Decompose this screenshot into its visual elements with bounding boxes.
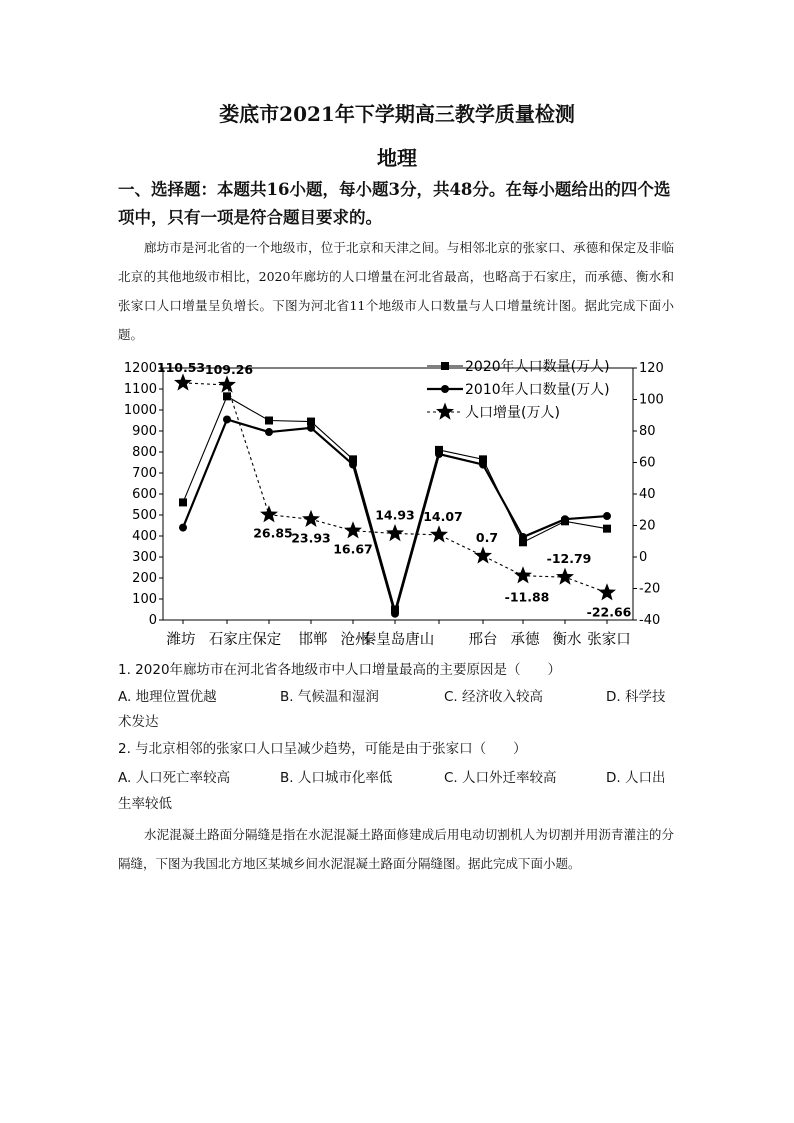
- left-tick-label: 200: [132, 571, 157, 586]
- right-tick-label: 40: [639, 487, 656, 502]
- legend-label: 2010年人口数量(万人): [465, 382, 610, 398]
- right-tick-label: 0: [639, 550, 648, 565]
- data-point-circle: [349, 461, 357, 469]
- x-tick-label: 衡水: [552, 632, 582, 648]
- q2-option-b[interactable]: B. 人口城市化率低: [280, 770, 393, 786]
- right-tick-label: -40: [639, 613, 661, 628]
- x-tick-label: 张家口: [587, 632, 631, 648]
- data-label: -11.88: [504, 589, 550, 605]
- data-point-star: [302, 510, 320, 527]
- passage-langfang: 廊坊市是河北省的一个地级市，位于北京和天津之间。与相邻北京的张家口、承德和保定及非临北京的其他地级市相比，2020年廊坊的人口增量在河北省最高，也略高于石家庄，而承德、衡水和张家口人口增量呈负增长。下图为河北省11个地级市人口数量与人口增量统计图。据此完成下面小题。: [118, 240, 674, 342]
- data-point-star: [556, 568, 574, 585]
- data-point-square: [603, 525, 611, 533]
- right-tick-label: 80: [639, 424, 656, 439]
- section-heading-line1: 一、选择题：本题共16小题，每小题3分，共48分。在每小题给出的四个选: [118, 180, 671, 199]
- data-label: 14.07: [423, 508, 463, 524]
- data-point-square: [265, 417, 273, 425]
- data-label: 109.26: [204, 361, 254, 377]
- left-tick-label: 700: [132, 466, 157, 481]
- data-point-star: [260, 505, 278, 522]
- data-point-circle: [561, 515, 569, 523]
- data-point-circle: [479, 461, 487, 469]
- right-tick-label: 100: [639, 392, 664, 408]
- q1-option-c[interactable]: C. 经济收入较高: [444, 689, 544, 705]
- data-label: 110.53: [156, 359, 206, 375]
- data-point-circle: [519, 533, 527, 541]
- q1-option-d[interactable]: D. 科学技: [606, 689, 666, 705]
- subject-title: 地理: [377, 146, 417, 170]
- q1-option-d-continued: 术发达: [118, 714, 159, 730]
- left-tick-label: 0: [148, 613, 157, 628]
- legend-marker-2020: [441, 362, 449, 370]
- right-tick-label: 120: [639, 361, 664, 376]
- passage-concrete-joints: 水泥混凝土路面分隔缝是指在水泥混凝土路面修建成后用电动切割机人为切割并用沥青灌注的分隔缝，下图为我国北方地区某城乡间水泥混凝土路面分隔缝图。据此完成下面小题。: [118, 827, 674, 871]
- left-tick-label: 400: [132, 529, 157, 544]
- data-point-star: [386, 524, 404, 541]
- x-tick-label: 邢台: [468, 632, 498, 648]
- right-tick-label: 20: [639, 518, 656, 534]
- chart-legend: [427, 358, 610, 421]
- data-point-circle: [307, 424, 315, 432]
- data-point-star: [598, 583, 616, 600]
- data-point-circle: [391, 610, 399, 618]
- x-tick-label: 承德: [510, 632, 540, 648]
- q2-option-a[interactable]: A. 人口死亡率较高: [118, 770, 231, 786]
- q2-option-d[interactable]: D. 人口出: [606, 770, 666, 786]
- data-label: 26.85: [253, 525, 293, 541]
- legend-marker-2010: [441, 385, 449, 393]
- section-heading: [118, 176, 678, 232]
- data-point-circle: [603, 512, 611, 520]
- section-heading-line2: 项中，只有一项是符合题目要求的。: [118, 208, 382, 227]
- data-point-circle: [435, 450, 443, 458]
- data-label: 23.93: [291, 530, 331, 546]
- question-2-options: [118, 766, 674, 790]
- question-1-stem: 1. 2020年廊坊市在河北省各地级市中人口增量最高的主要原因是（ ）: [118, 662, 562, 678]
- x-tick-label: 秦皇岛唐山: [361, 632, 435, 648]
- data-point-circle: [265, 428, 273, 436]
- exam-title: 娄底市2021年下学期高三教学质量检测: [219, 102, 575, 126]
- data-point-square: [179, 498, 187, 506]
- left-tick-label: 900: [132, 424, 157, 439]
- question-1-options: [118, 685, 674, 709]
- series-line: [183, 396, 607, 609]
- data-point-star: [474, 546, 492, 563]
- data-label: 16.67: [333, 541, 373, 557]
- q1-option-b[interactable]: B. 气候温和湿润: [280, 689, 379, 705]
- legend-marker-increase: [436, 403, 454, 420]
- data-point-star: [174, 373, 192, 390]
- legend-label: 人口增量(万人): [465, 405, 560, 421]
- population-chart: [115, 352, 664, 652]
- data-label: 14.93: [375, 507, 415, 523]
- right-tick-label: -20: [639, 581, 661, 597]
- data-label: -22.66: [586, 604, 632, 620]
- x-tick-label: 邯郸: [298, 632, 328, 648]
- q2-option-c[interactable]: C. 人口外迁率较高: [444, 770, 557, 786]
- data-point-star: [218, 375, 236, 392]
- question-2-stem: 2. 与北京相邻的张家口人口呈减少趋势，可能是由于张家口（ ）: [118, 741, 527, 757]
- legend-label: 2020年人口数量(万人): [465, 359, 610, 375]
- q2-option-d-continued: 生率较低: [118, 796, 172, 812]
- left-tick-label: 100: [132, 592, 157, 607]
- left-tick-label: 1000: [123, 403, 157, 418]
- left-tick-label: 800: [132, 445, 157, 460]
- left-tick-label: 1200: [123, 361, 157, 376]
- left-tick-label: 500: [132, 508, 157, 523]
- data-point-star: [514, 566, 532, 583]
- left-tick-label: 300: [132, 550, 157, 565]
- data-point-star: [344, 521, 362, 538]
- left-tick-label: 600: [132, 487, 157, 502]
- data-point-circle: [223, 415, 231, 423]
- data-point-square: [223, 392, 231, 400]
- q1-option-a[interactable]: A. 地理位置优越: [118, 689, 217, 705]
- data-point-star: [430, 525, 448, 542]
- data-label: -12.79: [546, 551, 592, 567]
- data-label: 0.7: [475, 529, 499, 545]
- right-tick-label: 60: [639, 455, 656, 471]
- x-tick-label: 潍坊: [166, 632, 196, 648]
- data-point-circle: [179, 524, 187, 532]
- x-tick-label: 沧州: [340, 632, 370, 648]
- x-tick-label: 石家庄保定: [208, 632, 282, 648]
- left-tick-label: 1100: [123, 382, 157, 397]
